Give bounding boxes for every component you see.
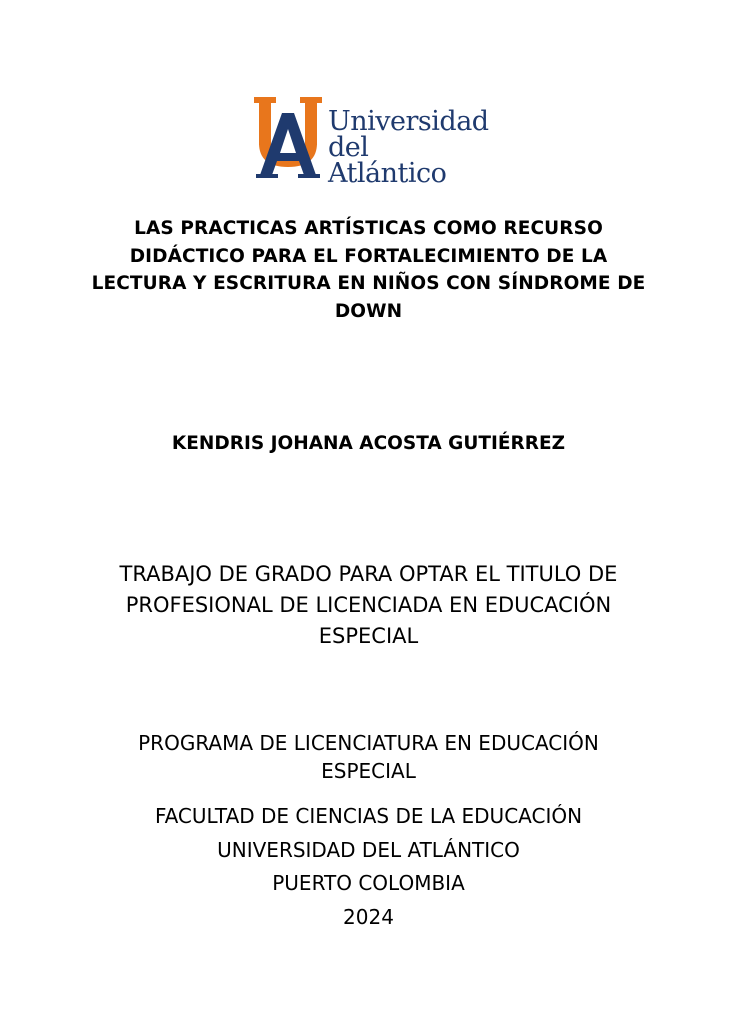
logo-name-line-1: Universidad [328, 106, 489, 137]
thesis-title-line: DIDÁCTICO PARA EL FORTALECIMIENTO DE LA [129, 245, 608, 267]
year: 2024 [343, 904, 394, 929]
degree-line: TRABAJO DE GRADO PARA OPTAR EL TITULO DE [119, 562, 618, 586]
thesis-title [60, 215, 677, 325]
university-logo-mark [252, 95, 324, 181]
institution-footer [60, 800, 677, 934]
degree-line: ESPECIAL [318, 624, 419, 648]
program-line: ESPECIAL [321, 759, 416, 783]
university-logo-wordmark [328, 106, 492, 189]
university-name: UNIVERSIDAD DEL ATLÁNTICO [217, 837, 520, 862]
thesis-title-line: LECTURA Y ESCRITURA EN NIÑOS CON SÍNDROME DE [91, 273, 646, 294]
city-name: PUERTO COLOMBIA [272, 871, 465, 895]
logo-name-line-2: del Atlántico [328, 132, 447, 189]
program-name [60, 729, 677, 785]
university-logo [252, 95, 492, 189]
faculty-name: FACULTAD DE CIENCIAS DE LA EDUCACIÓN [154, 804, 583, 828]
thesis-title-line: LAS PRACTICAS ARTÍSTICAS COMO RECURSO [134, 218, 603, 239]
program-line: PROGRAMA DE LICENCIATURA EN EDUCACIÓN [138, 731, 599, 755]
author-name: KENDRIS JOHANA ACOSTA GUTIÉRREZ [171, 433, 566, 454]
thesis-title-line: DOWN [334, 300, 403, 322]
degree-statement [60, 559, 677, 652]
degree-line: PROFESIONAL DE LICENCIADA EN EDUCACIÓN [125, 593, 612, 617]
